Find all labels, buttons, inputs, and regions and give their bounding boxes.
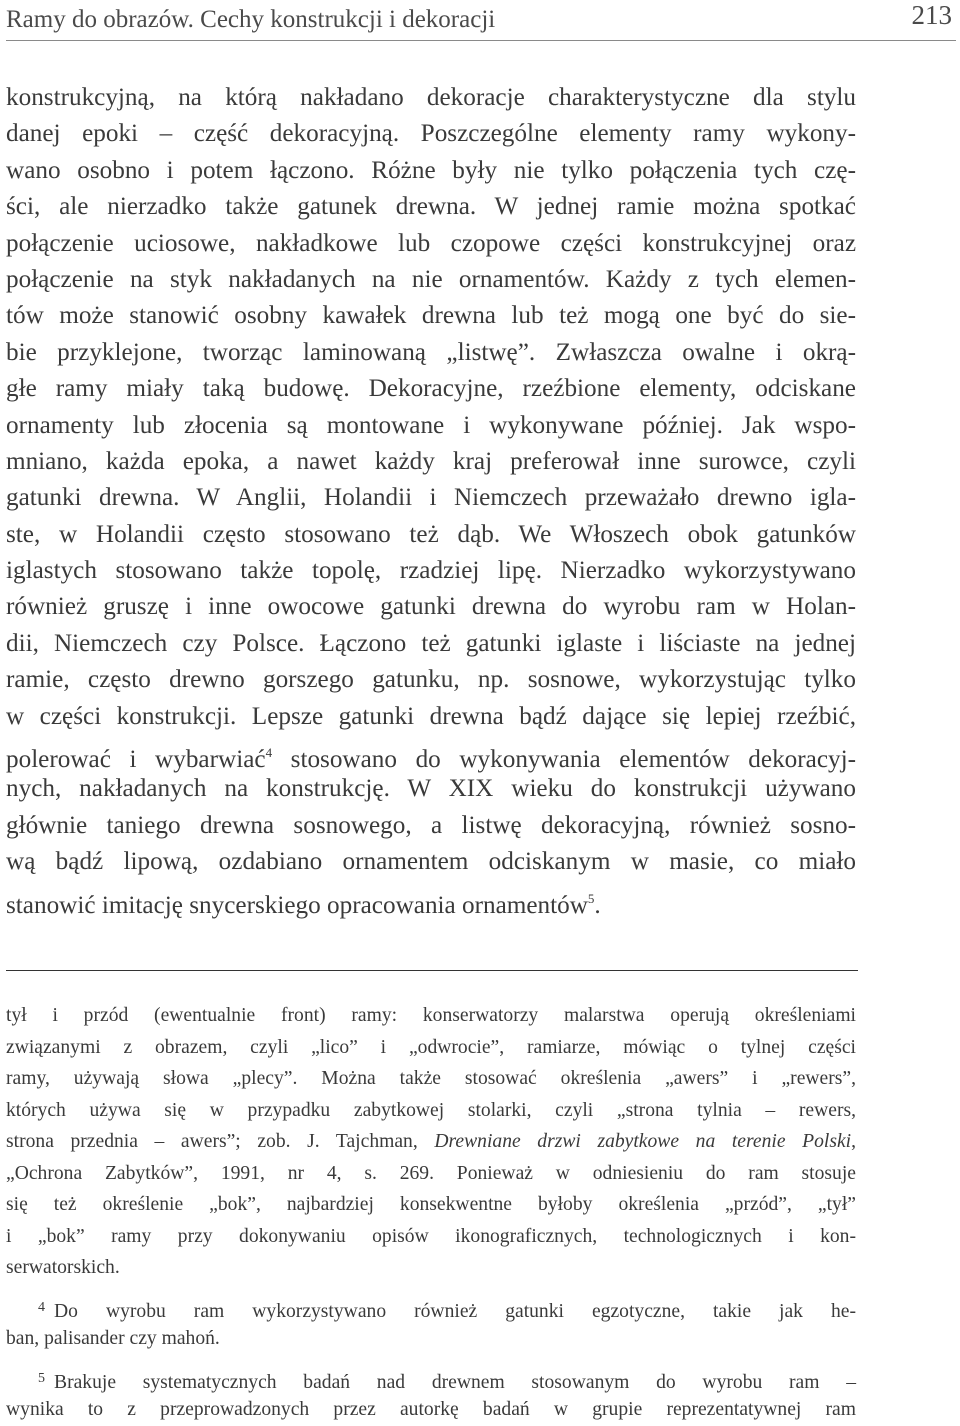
body-line: ste, w Holandii często stosowano też dąb. We Włoszech obok gatunków: [6, 520, 856, 548]
footnotes: [6, 1000, 856, 1426]
body-line: danej epoki – część dekoracyjną. Poszczególne elementy ramy wykony-: [6, 120, 856, 148]
footnote-reference: 5: [587, 890, 595, 906]
body-line: ramie, często drewno gorszego gatunku, np. sosnowe, wykorzystując tylko: [6, 666, 856, 694]
footnote-text-run: ,: [851, 1131, 856, 1152]
body-line: gatunki drewna. W Anglii, Holandii i Niemczech przeważało drewno igla-: [6, 484, 856, 512]
body-line: głe ramy miały taką budowę. Dekoracyjne, rzeźbione elementy, odciskane: [6, 375, 856, 403]
body-line: konstrukcyjną, na którą nakładano dekoracje charakterystyczne dla stylu: [6, 84, 856, 111]
page-number: 213: [911, 0, 952, 30]
body-line: mniano, każda epoka, a nawet każdy kraj preferował inne surowce, czyli: [6, 447, 856, 475]
footnote-line: i „bok” ramy przy dokonywaniu opisów ikonograficznych, technologicznych i kon-: [6, 1225, 856, 1247]
footnote-4: [6, 1292, 856, 1324]
footnote-line: się też określenie „bok”, najbardziej konsekwentne byłoby określenia „przód”, „tył”: [6, 1194, 856, 1215]
footnote-line: związanymi z obrazem, czyli „lico” i „odwrocie”, ramiarze, mówiąc o tylnej części: [6, 1036, 856, 1058]
body-text: [6, 80, 856, 917]
footnote-line: serwatorskich.: [6, 1257, 120, 1278]
body-line: ornamenty lub złocenia są montowane i wykonywane później. Jak wspo-: [6, 411, 856, 439]
footnote-reference: 4: [265, 745, 273, 761]
footnote-line: tył i przód (ewentualnie front) ramy: konserwatorzy malarstwa operują określeniami: [6, 1005, 856, 1026]
cited-title: Drewniane drzwi zabytkowe na terenie Polski: [434, 1131, 852, 1152]
footnote-number: 4: [38, 1299, 45, 1315]
body-text-run: stosowano do wykonywania elementów dekoracyj-: [272, 746, 856, 774]
body-line: tów może stanowić osobny kawałek drewna lub też mogą one być do sie-: [6, 302, 856, 330]
body-line: połączenie na styk nakładanych na nie ornamentów. Każdy z tych elemen-: [6, 265, 856, 293]
running-header: [6, 0, 956, 41]
footnote-line: [6, 1126, 856, 1158]
footnote-5: [6, 1363, 856, 1395]
body-line: nych, nakładanych na konstrukcję. W XIX wieku do konstrukcji używano: [6, 775, 856, 803]
body-line: połączenie uciosowe, nakładkowe lub czopowe części konstrukcyjnej oraz: [6, 229, 856, 257]
body-line: głównie taniego drewna sosnowego, a listwę dekoracyjną, również sosno-: [6, 811, 856, 839]
body-line: w części konstrukcji. Lepsze gatunki drewna bądź dające się lepiej rzeźbić,: [6, 702, 856, 730]
running-title: Ramy do obrazów. Cechy konstrukcji i dekoracji: [6, 6, 496, 33]
footnote-text-run: Brakuje systematycznych badań nad drewnem stosowanym do wyrobu ram –: [54, 1371, 856, 1393]
footnote-line: wynika to z przeprowadzonych przez autorkę badań w grupie reprezentatywnej ram: [6, 1399, 856, 1420]
body-line: wano osobno i potem łączono. Różne były nie tylko połączenia tych czę-: [6, 156, 856, 184]
footnote-number: 5: [38, 1370, 45, 1386]
body-line: bie przyklejone, tworząc laminowaną „listwę”. Zwłaszcza owalne i okrą-: [6, 338, 856, 366]
footnote-line: których używa się w przypadku zabytkowej stolarki, czyli „strona tylnia – rewers,: [6, 1099, 856, 1121]
body-line: iglastych stosowano także topolę, rzadziej lipę. Nierzadko wykorzystywano: [6, 557, 856, 585]
body-line: wą bądź lipową, ozdabiano ornamentem odciskanym w masie, co miało: [6, 848, 856, 876]
footnote-text-run: strona przednia – awers”; zob. J. Tajchman,: [6, 1131, 435, 1152]
body-text-run: polerować i wybarwiać: [6, 746, 266, 774]
body-line: dii, Niemczech czy Polsce. Łączono też gatunki iglaste i liściaste na jednej: [6, 629, 856, 657]
footnote-text-run: Do wyrobu ram wykorzystywano również gatunki egzotyczne, takie jak he-: [54, 1300, 856, 1322]
footnote-line: „Ochrona Zabytków”, 1991, nr 4, s. 269. Ponieważ w odniesieniu do ram stosuje: [6, 1162, 856, 1184]
body-line: [6, 735, 856, 774]
footnote-line: ban, palisander czy mahoń.: [6, 1328, 220, 1349]
body-line: ści, ale nierzadko także gatunek drewna. W jednej ramie można spotkać: [6, 193, 856, 221]
body-text-run: stanowić imitację snycerskiego opracowania ornamentów: [6, 891, 588, 919]
body-line: również gruszę i inne owocowe gatunki drewna do wyrobu ram w Holan-: [6, 593, 856, 621]
body-text-run: .: [594, 891, 601, 919]
body-line: [6, 881, 856, 917]
footnote-line: ramy, używają słowa „plecy”. Można także stosować określenia „awers” i „rewers”,: [6, 1068, 856, 1089]
footnote-separator: [6, 970, 858, 971]
